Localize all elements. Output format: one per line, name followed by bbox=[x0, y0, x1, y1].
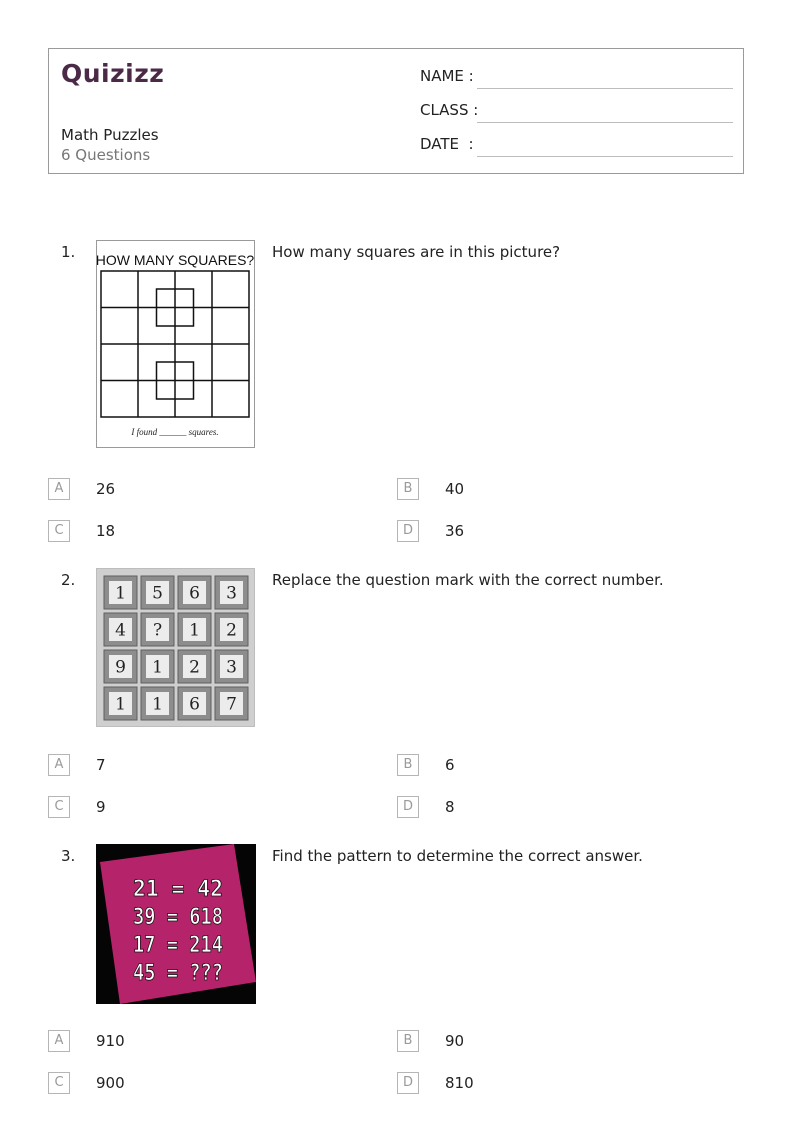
option-c-box[interactable]: C bbox=[48, 796, 70, 818]
outer-grid bbox=[101, 271, 249, 417]
option-d-text[interactable]: 8 bbox=[445, 798, 455, 816]
option-a-text[interactable]: 910 bbox=[96, 1032, 125, 1050]
tile-number: 4 bbox=[115, 620, 126, 641]
tile-number: 6 bbox=[189, 694, 200, 715]
tile-grid bbox=[104, 576, 248, 720]
number-tiles-image bbox=[96, 568, 255, 727]
tile-number: 2 bbox=[226, 620, 237, 641]
question-text: Replace the question mark with the correct number. bbox=[272, 571, 664, 589]
date-field[interactable] bbox=[420, 135, 733, 159]
tile-number: 2 bbox=[189, 657, 200, 678]
squares-puzzle-image bbox=[96, 240, 255, 448]
option-b-text[interactable]: 90 bbox=[445, 1032, 465, 1050]
tile-number: ? bbox=[152, 620, 163, 641]
option-a-text[interactable]: 26 bbox=[96, 480, 116, 498]
option-c-text[interactable]: 900 bbox=[96, 1074, 125, 1092]
name-line bbox=[477, 88, 733, 89]
option-b-text[interactable]: 40 bbox=[445, 480, 465, 498]
name-label: NAME : bbox=[420, 67, 474, 85]
class-label: CLASS : bbox=[420, 101, 479, 119]
question-text: How many squares are in this picture? bbox=[272, 243, 561, 261]
question-number: 1. bbox=[61, 243, 76, 261]
pattern-card-graphic bbox=[96, 844, 256, 1004]
pattern-line: 21 = 42 bbox=[133, 877, 223, 902]
option-d-box[interactable]: D bbox=[397, 1072, 419, 1094]
option-d-text[interactable]: 810 bbox=[445, 1074, 474, 1092]
option-a-box[interactable]: A bbox=[48, 754, 70, 776]
tile-number: 1 bbox=[189, 620, 200, 641]
question-number: 2. bbox=[61, 571, 76, 589]
option-c-text[interactable]: 9 bbox=[96, 798, 106, 816]
option-c-box[interactable]: C bbox=[48, 1072, 70, 1094]
option-d-box[interactable]: D bbox=[397, 520, 419, 542]
worksheet-title: Math Puzzles bbox=[61, 126, 159, 144]
squares-heading: HOW MANY SQUARES? bbox=[97, 252, 254, 268]
tile-number: 6 bbox=[189, 583, 200, 604]
squares-caption: I found ______ squares. bbox=[131, 427, 219, 437]
pattern-line: 17 = 214 bbox=[133, 933, 223, 958]
class-field[interactable] bbox=[420, 101, 733, 125]
option-b-box[interactable]: B bbox=[397, 754, 419, 776]
class-line bbox=[477, 122, 733, 123]
date-line bbox=[477, 156, 733, 157]
tile-number: 7 bbox=[226, 694, 237, 715]
name-field[interactable] bbox=[420, 67, 733, 91]
quizizz-logo: Quizizz bbox=[61, 59, 165, 88]
option-c-box[interactable]: C bbox=[48, 520, 70, 542]
number-tiles-graphic bbox=[97, 569, 254, 726]
option-a-text[interactable]: 7 bbox=[96, 756, 106, 774]
tile-number: 3 bbox=[226, 583, 237, 604]
option-b-box[interactable]: B bbox=[397, 1030, 419, 1052]
option-d-box[interactable]: D bbox=[397, 796, 419, 818]
question-count: 6 Questions bbox=[61, 146, 151, 164]
date-label: DATE : bbox=[420, 135, 474, 153]
squares-grid-graphic bbox=[97, 241, 254, 447]
option-b-box[interactable]: B bbox=[397, 478, 419, 500]
pattern-line: 39 = 618 bbox=[133, 905, 223, 930]
worksheet-header bbox=[48, 48, 744, 174]
option-a-box[interactable]: A bbox=[48, 1030, 70, 1052]
tile-number: 5 bbox=[152, 583, 163, 604]
option-a-box[interactable]: A bbox=[48, 478, 70, 500]
option-c-text[interactable]: 18 bbox=[96, 522, 116, 540]
pattern-line: 45 = ??? bbox=[133, 961, 223, 986]
option-d-text[interactable]: 36 bbox=[445, 522, 465, 540]
question-text: Find the pattern to determine the correct answer. bbox=[272, 847, 643, 865]
option-b-text[interactable]: 6 bbox=[445, 756, 455, 774]
tile-number: 3 bbox=[226, 657, 237, 678]
tile-number: 1 bbox=[115, 694, 126, 715]
tile-number: 1 bbox=[152, 694, 163, 715]
tile-number: 1 bbox=[115, 583, 126, 604]
tile-number: 1 bbox=[152, 657, 163, 678]
tile-number: 9 bbox=[115, 657, 126, 678]
pattern-puzzle-image bbox=[96, 844, 256, 1004]
question-number: 3. bbox=[61, 847, 76, 865]
